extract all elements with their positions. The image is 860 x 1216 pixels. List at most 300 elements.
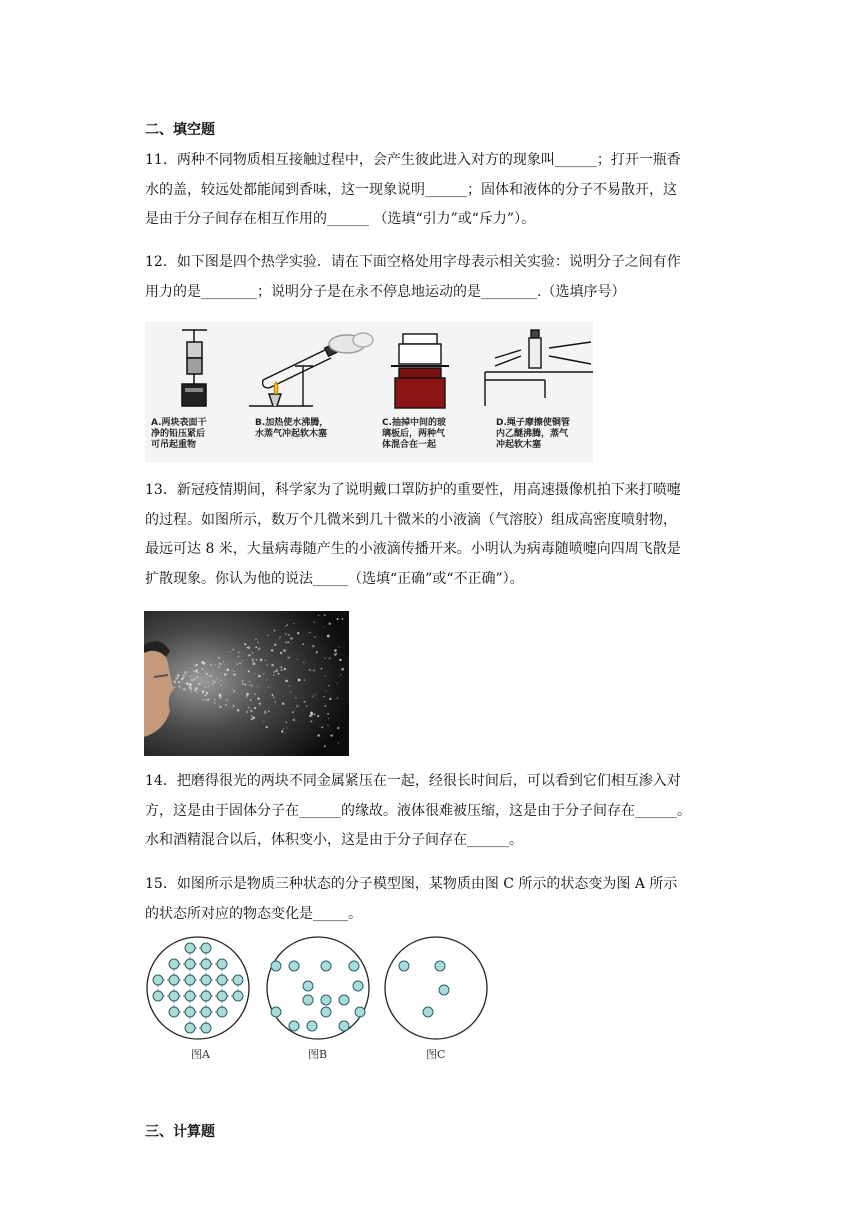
droplet [337,618,339,620]
droplet [283,649,286,652]
droplet [205,687,206,688]
question-11 [145,146,715,235]
droplet [286,727,287,728]
droplet [244,683,245,684]
droplet [254,693,256,695]
droplet [340,674,341,675]
droplet [260,659,263,662]
molecule [271,961,281,971]
droplet [205,691,206,692]
droplet [246,695,248,697]
droplet [242,680,244,682]
droplet [214,699,216,701]
molecule-models-figure [146,936,492,1064]
droplet [247,646,250,649]
droplet [224,673,227,676]
droplet [279,638,280,639]
question-line: 的状态所对应的物态变化是_____。 [145,905,362,922]
droplet [242,683,244,685]
droplet [306,705,307,706]
molecule [185,1023,195,1033]
droplet [249,681,250,682]
droplet [285,626,286,627]
molecule-models-svg [146,936,492,1040]
droplet [290,637,293,640]
droplet [290,691,291,692]
droplet [274,701,276,703]
droplet [253,717,255,719]
molecule [169,1007,179,1017]
droplet [183,688,185,690]
droplet [328,725,329,726]
droplet [312,645,315,648]
droplet [250,709,252,711]
droplet [293,719,296,722]
molecule [233,975,243,985]
droplet [220,672,222,674]
droplet [209,664,212,667]
droplet [232,705,234,707]
droplet [271,664,274,667]
droplet [279,636,281,638]
droplet [286,721,287,722]
molecule [185,991,195,1001]
question-line: 是由于分子间存在相互作用的______ （选填“引力”或“斥力”）。 [145,211,536,227]
droplet [288,634,290,636]
droplet [193,675,194,676]
model-c-circle [385,937,487,1039]
caption-line: 水蒸气冲起软木塞 [255,429,328,439]
droplet [196,676,198,678]
sneeze-photo-image [144,611,349,756]
caption-line: B.加热使水沸腾， [255,418,329,428]
droplet [220,706,222,708]
droplet [174,686,176,688]
droplet [217,679,218,680]
droplet [185,674,186,675]
droplet [274,630,275,631]
droplet [252,652,254,654]
droplet [205,672,206,673]
droplet [256,659,258,661]
droplet [220,685,221,686]
droplet [293,623,294,624]
droplet [339,659,341,661]
question-line: 11．两种不同物质相互接触过程中，会产生彼此进入对方的现象叫______；打开一瓶香 [145,152,681,168]
droplet [281,730,283,732]
droplet [250,684,253,687]
droplet [223,661,224,662]
droplet [321,727,323,729]
sneeze-photo [144,611,349,756]
droplet [283,728,284,729]
caption-line: 体混合在一起 [382,440,437,450]
question-13 [145,476,715,594]
caption-line: 内乙醚沸腾，蒸气 [496,429,569,439]
droplet [251,658,252,659]
droplet [206,692,208,694]
droplet [312,695,314,697]
droplet [184,671,186,673]
droplet [297,659,298,660]
caption-line: A.两块表面干 [151,418,207,428]
droplet [315,694,316,695]
droplet [209,675,211,677]
droplet [329,623,331,625]
droplet [310,720,312,722]
molecule [185,943,195,953]
droplet [193,671,195,673]
droplet [259,703,261,705]
model-a-caption: 图A [191,1048,210,1061]
droplet [341,668,344,671]
molecule [399,961,409,971]
molecule [201,943,211,953]
droplet [219,663,222,666]
molecule [185,959,195,969]
droplet [194,665,196,667]
droplet [257,697,259,699]
question-line: 14．把磨得很光的两块不同金属紧压在一起，经很长时间后，可以看到它们相互渗入对 [145,773,681,789]
droplet [230,651,231,652]
droplet [196,672,198,674]
droplet [248,655,250,657]
molecule [169,991,179,1001]
question-line: 13．新冠疫情期间，科学家为了说明戴口罩防护的重要性，用高速摄像机拍下来打喷嚏 [145,482,681,498]
droplet [255,646,257,648]
molecule [349,961,359,971]
droplet [280,669,283,672]
droplet [214,702,215,703]
droplet [277,668,278,669]
droplet [266,664,267,665]
droplet [205,699,206,700]
droplet [178,681,180,683]
droplet [330,734,332,736]
caption-line: D.绳子摩擦使铜管 [496,418,570,428]
droplet [310,712,313,715]
droplet [226,669,229,672]
droplet [308,633,309,634]
droplet [268,687,269,688]
molecule [185,975,195,985]
droplet [292,711,294,713]
droplet [329,698,331,700]
droplet [327,635,330,638]
droplet [272,694,274,696]
question-14 [145,767,715,856]
droplet [182,677,184,679]
droplet [215,693,216,694]
droplet [317,715,319,717]
droplet [196,690,198,692]
droplet [309,632,310,633]
question-line: 方，这是由于固体分子在______的缘故。液体很难被压缩，这是由于分子间存在______。 [145,802,691,819]
droplet [339,647,340,648]
caption-line: 璃板后，两种气 [382,429,446,439]
droplet [313,713,315,715]
droplet [215,664,216,665]
droplet [266,726,268,728]
droplet [273,671,275,673]
droplet [178,686,181,689]
droplet [313,669,315,671]
droplet [254,707,256,709]
droplet [342,618,344,620]
droplet [251,715,253,717]
droplet [234,674,236,676]
droplet [225,704,227,706]
droplet [253,662,256,665]
droplet [236,663,238,665]
droplet [207,699,209,701]
droplet [327,713,329,715]
question-line: 15．如图所示是物质三种状态的分子模型图，某物质由图 C 所示的状态变为图 A 所示 [145,876,678,892]
molecule [217,1007,227,1017]
droplet [334,649,337,652]
droplet [278,673,280,675]
droplet [177,678,178,679]
molecule [289,961,299,971]
droplet [212,680,215,683]
droplet [258,648,261,651]
droplet [325,705,327,707]
droplet [314,621,316,623]
question-12 [145,248,715,307]
molecule [185,1007,195,1017]
droplet [274,644,276,646]
droplet [263,721,264,722]
molecule [355,1007,365,1017]
molecule [153,991,163,1001]
caption-line: 可吊起重物 [151,440,197,450]
droplet [206,673,208,675]
molecule [439,985,449,995]
droplet [255,673,256,674]
droplet [297,632,299,634]
droplet [208,686,209,687]
droplet [226,699,228,701]
droplet [337,697,339,699]
molecule [303,981,313,991]
droplet [323,696,324,697]
droplet [324,745,326,747]
droplet [244,643,246,645]
model-a-circle [147,937,249,1039]
droplet [198,683,200,685]
molecule [435,961,445,971]
droplet [318,615,319,616]
molecule [201,991,211,1001]
droplet [258,675,261,678]
droplet [285,633,287,635]
droplet [201,661,204,664]
molecule [321,995,331,1005]
question-line: 12．如下图是四个热学实验．请在下面空格处用字母表示相关实验：说明分子之间有作 [145,254,681,270]
droplet [218,657,220,659]
experiment-d-caption [496,418,570,451]
molecule [201,975,211,985]
droplet [273,675,274,676]
molecule [233,991,243,1001]
droplet [232,649,233,650]
droplet [246,693,249,696]
droplet [303,661,305,663]
molecule [303,995,313,1005]
droplet [275,670,277,672]
droplet [191,691,192,692]
caption-line: C.抽掉中间的玻 [382,418,447,428]
droplet [273,696,275,698]
molecule [307,1021,317,1031]
droplet [184,677,185,678]
droplet [195,669,197,671]
experiment-c-caption [382,418,446,451]
droplet [284,668,286,670]
droplet [246,711,248,713]
droplet [174,681,176,683]
molecule [217,975,227,985]
molecule [339,1021,349,1031]
droplet [219,705,220,706]
droplet [324,658,325,659]
droplet [200,684,201,685]
droplet [282,703,284,705]
droplet [238,652,240,654]
molecule [201,1007,211,1017]
caption-line: 冲起软木塞 [496,440,542,450]
droplet [219,694,222,697]
section-title-calculation: 三、计算题 [145,1124,215,1140]
droplet [189,683,192,686]
droplet [280,666,282,668]
molecule [321,1007,331,1017]
droplet [218,666,220,668]
droplet [224,709,225,710]
droplet [186,682,189,685]
droplet [202,668,204,670]
droplet [202,690,204,692]
droplet [268,635,270,637]
droplet [257,686,258,687]
droplet [286,624,288,626]
droplet [304,701,306,703]
question-line: 扩散现象。你认为他的说法_____（选填“正确”或“不正确”）。 [145,570,524,587]
caption-line: 净的铅压紧后 [151,429,206,439]
droplet [186,671,187,672]
droplet [302,643,304,645]
droplet [290,643,291,644]
droplet [329,658,331,660]
droplet [304,679,305,680]
droplet [190,679,192,681]
question-line: 水的盖，较远处都能闻到香味，这一现象说明______；固体和液体的分子不易散开，这 [145,181,677,198]
experiment-b-caption [255,418,328,440]
droplet [316,651,318,653]
droplet [241,665,242,666]
droplet [296,705,299,708]
droplet [233,671,234,672]
droplet [183,675,185,677]
molecule [153,975,163,985]
droplet [287,657,289,659]
molecule [321,961,331,971]
droplet [239,663,241,665]
question-line: 用力的是________；说明分子是在永不停息地运动的是________.（选填序号） [145,283,626,300]
droplet [193,678,196,681]
question-line: 水和酒精混合以后，体积变小，这是由于分子间存在______。 [145,832,523,848]
droplet [224,664,225,665]
droplet [287,641,289,643]
molecule [289,1021,299,1031]
droplet [337,727,340,730]
droplet [264,712,265,713]
droplet [247,647,248,648]
droplet [324,675,326,677]
molecule [339,995,349,1005]
molecule [423,1007,433,1017]
droplet [271,649,273,651]
droplet [328,718,329,719]
droplet [264,660,266,662]
droplet [202,699,204,701]
droplet [250,699,252,701]
droplet [288,685,289,686]
droplet [334,653,336,655]
droplet [190,675,192,677]
droplet [196,687,198,689]
droplet [309,715,311,717]
molecule [169,959,179,969]
droplet [242,660,244,662]
droplet [323,627,324,628]
molecule [353,981,363,991]
droplet [298,679,301,682]
droplet [328,685,329,686]
question-line: 的过程。如图所示，数万个几微米到几十微米的小液滴（气溶胶）组成高密度喷射物， [145,511,677,528]
molecule [217,959,227,969]
droplet [207,681,209,683]
droplet [268,710,270,712]
droplet [237,709,239,711]
experiments-figure [145,322,593,462]
droplet [309,669,311,671]
droplet [325,690,326,691]
molecule [201,959,211,969]
droplet [237,656,239,658]
droplet [187,690,188,691]
droplet [211,683,213,685]
molecule [271,1007,281,1017]
model-b-caption: 图B [308,1048,328,1061]
droplet [248,707,250,709]
droplet [255,639,256,640]
question-15 [145,870,715,929]
droplet [233,690,235,692]
droplet [337,683,338,684]
section-title-fill-in: 二、填空题 [145,122,215,138]
droplet [219,696,221,698]
droplet [314,636,316,638]
droplet [324,614,326,616]
droplet [248,670,250,672]
droplet [220,680,222,682]
experiment-a-caption [151,418,207,451]
molecule [201,1023,211,1033]
droplet [285,680,288,683]
question-line: 最远可达 8 米，大量病毒随产生的小液滴传播开来。小明认为病毒随喷嚏向四周飞散是 [145,541,681,557]
molecule [217,991,227,1001]
